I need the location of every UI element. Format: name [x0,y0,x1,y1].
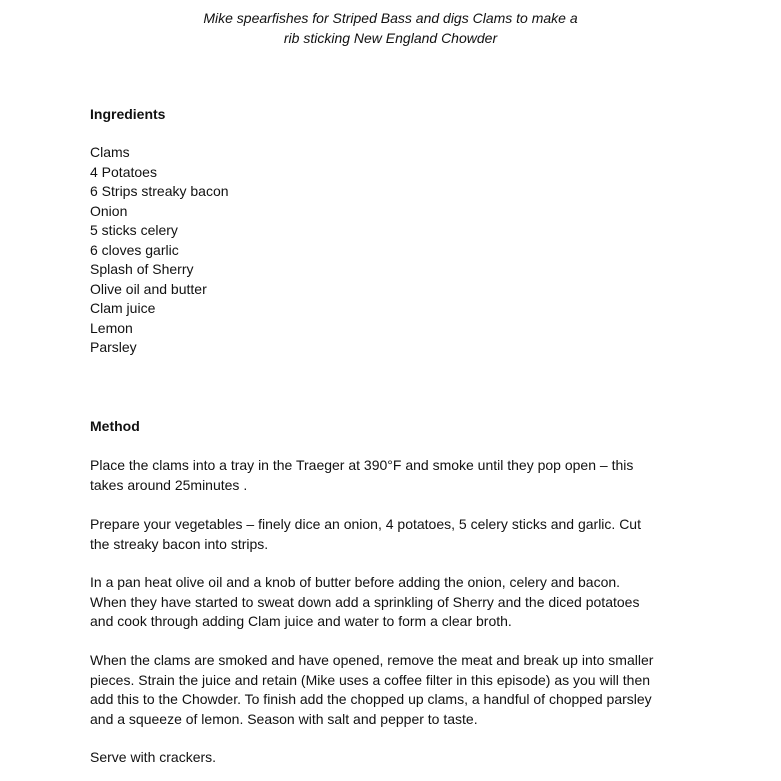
method-step-4 [90,651,700,729]
ingredient-item: 6 cloves garlic [90,241,179,258]
ingredient-item: 6 Strips streaky bacon [90,183,229,199]
method-line: and a squeeze of lemon. Season with salt and pepper to taste. [90,710,478,727]
method-line: the streaky bacon into strips. [90,535,269,552]
ingredient-item: Olive oil and butter [90,280,207,297]
ingredients-list [90,143,229,358]
method-step-3 [90,573,700,632]
method-line: When the clams are smoked and have opened, remove the meat and break up into smaller [90,652,654,668]
ingredient-item: Lemon [90,319,133,336]
ingredient-item: Clam juice [90,300,156,316]
method-line: pieces. Strain the juice and retain (Mike uses a coffee filter in this episode) as you will then [90,671,651,688]
method-line: In a pan heat olive oil and a knob of butter before adding the onion, celery and bacon. [90,574,621,590]
method-line: When they have started to sweat down add a sprinkling of Sherry and the diced potatoes [90,593,640,610]
ingredients-heading: Ingredients [90,106,166,122]
method-step-2 [90,515,700,554]
method-line: Prepare your vegetables – finely dice an onion, 4 potatoes, 5 celery sticks and garlic. Cut [90,516,641,532]
method-line: Place the clams into a tray in the Traeger at 390°F and smoke until they pop open – this [90,457,634,473]
method-line: Serve with crackers. [90,749,217,765]
method-line: and cook through adding Clam juice and water to form a clear broth. [90,613,512,629]
method-step-1 [90,456,700,495]
subtitle-line-1: Mike spearfishes for Striped Bass and digs Clams to make a [203,10,578,26]
ingredient-item: 5 sticks celery [90,222,178,238]
ingredient-item: Onion [90,202,128,219]
method-line: add this to the Chowder. To finish add the chopped up clams, a handful of chopped parsley [90,691,652,707]
method-heading: Method [90,418,140,434]
ingredient-item: Parsley [90,339,137,355]
subtitle-line-2: rib sticking New England Chowder [283,30,498,46]
recipe-subtitle [120,8,661,48]
method-step-5 [90,748,700,768]
method-line: takes around 25minutes . [90,476,248,493]
ingredient-item: Splash of Sherry [90,261,194,277]
ingredient-item: Clams [90,144,130,160]
ingredient-item: 4 Potatoes [90,163,157,180]
